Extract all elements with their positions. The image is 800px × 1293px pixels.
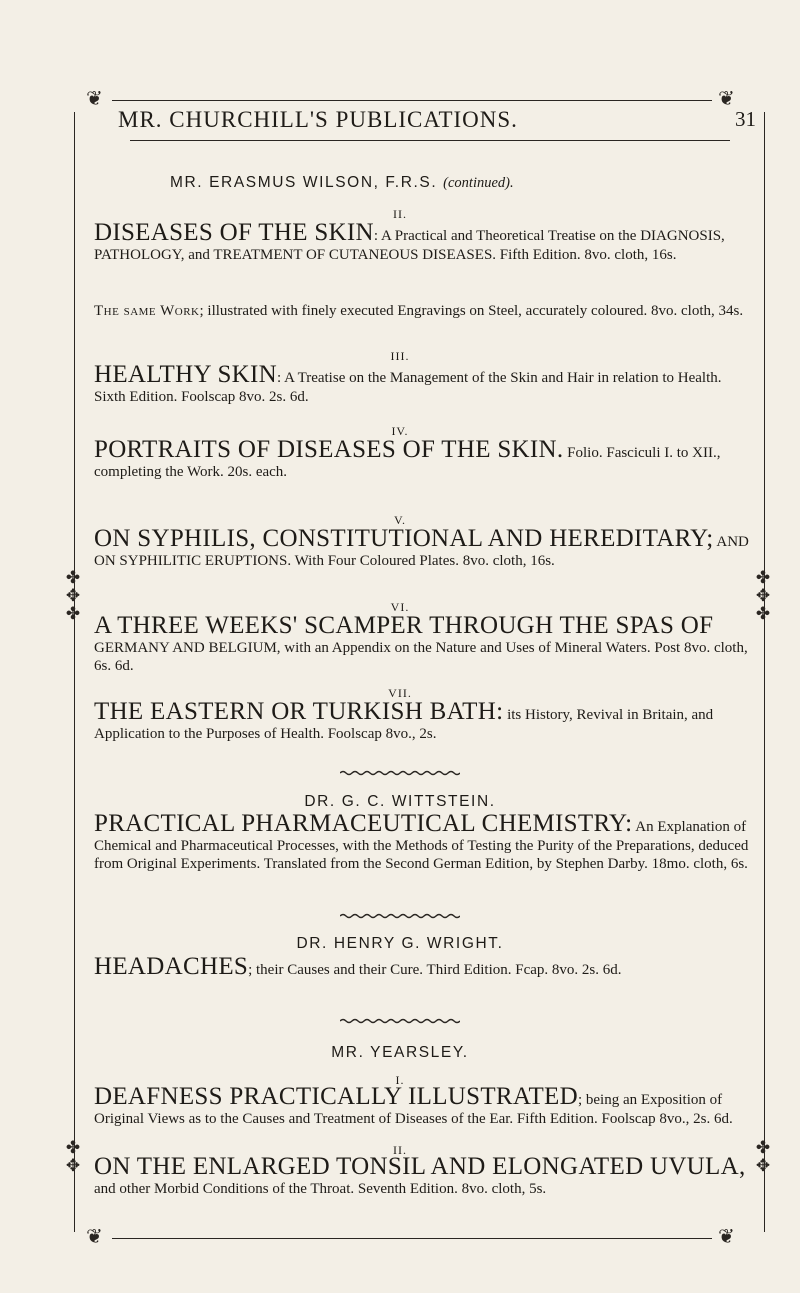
corner-ornament-top-right: ❦ xyxy=(718,86,735,110)
bottom-rule xyxy=(112,1238,712,1239)
header-rule xyxy=(130,140,730,141)
book-title: ON THE ENLARGED TONSIL AND ELONGATED UVULA, xyxy=(94,1153,746,1180)
book-entry xyxy=(94,361,754,406)
book-entry xyxy=(94,525,754,570)
book-description: GERMANY AND BELGIUM, with an Appendix on the Nature and Uses of Mineral Waters. Post 8vo. cloth, 6s. 6d. xyxy=(94,639,748,674)
book-description: and other Morbid Conditions of the Throat. Seventh Edition. 8vo. cloth, 5s. xyxy=(94,1180,547,1197)
author-heading: DR. G. C. WITTSTEIN. xyxy=(304,793,496,810)
entry-numeral: VI. xyxy=(390,600,410,614)
book-entry xyxy=(94,302,754,321)
book-title: PORTRAITS OF DISEASES OF THE SKIN. xyxy=(94,436,564,463)
left-side-ornament: ✤ ✥ ✤ xyxy=(65,568,81,624)
book-entry xyxy=(94,953,754,980)
entry-numeral: IV. xyxy=(391,424,409,438)
book-description: : A Practical and Theoretical Treatise on the DIAGNOSIS, PATHOLOGY, and TREATMENT OF CUTANEOUS DISEASES. Fifth Edition. 8vo. cloth, 16s. xyxy=(94,228,725,263)
book-title: HEALTHY SKIN xyxy=(94,361,277,388)
book-description: An Explanation of Chemical and Pharmaceutical Processes, with the Methods of Testing the Purity of the Preparations, deduced from Original Experiments. Translated from the Second German Edition, by Stephen Darby. 18mo. cloth, 6s. xyxy=(94,819,749,872)
author-heading: DR. HENRY G. WRIGHT. xyxy=(296,935,504,952)
book-title: PRACTICAL PHARMACEUTICAL CHEMISTRY: xyxy=(94,810,633,837)
book-entry xyxy=(94,1153,754,1198)
section-divider xyxy=(340,913,460,919)
section-divider xyxy=(340,770,460,776)
entry-numeral: II. xyxy=(393,207,407,221)
author-note: (continued). xyxy=(443,175,514,191)
top-rule xyxy=(112,100,712,101)
book-description: AND ON SYPHILITIC ERUPTIONS. With Four Coloured Plates. 8vo. cloth, 16s. xyxy=(94,534,749,569)
left-border xyxy=(74,112,75,1232)
corner-ornament-bottom-left: ❦ xyxy=(86,1224,103,1248)
book-entry xyxy=(94,1083,754,1128)
book-entry xyxy=(94,698,754,743)
right-border xyxy=(764,112,765,1232)
entry-numeral: II. xyxy=(393,1143,407,1157)
author-heading: MR. YEARSLEY. xyxy=(331,1044,469,1061)
book-entry xyxy=(94,219,754,264)
right-side-ornament-lower: ✤ ✥ xyxy=(755,1138,771,1176)
book-description: : A Treatise on the Management of the Skin and Hair in relation to Health. Sixth Edition. Foolscap 8vo. 2s. 6d. xyxy=(94,370,722,405)
entry-numeral: VII. xyxy=(388,686,412,700)
book-title: HEADACHES xyxy=(94,953,249,980)
book-entry xyxy=(94,612,754,676)
book-description: ; illustrated with finely executed Engravings on Steel, accurately coloured. 8vo. cloth, 34s. xyxy=(199,303,744,319)
entry-numeral: V. xyxy=(393,513,407,527)
book-title: THE EASTERN OR TURKISH BATH: xyxy=(94,698,504,725)
book-title: A THREE WEEKS' SCAMPER THROUGH THE SPAS OF xyxy=(94,612,714,639)
left-side-ornament-lower: ✤ ✥ xyxy=(65,1138,81,1176)
running-header: MR. CHURCHILL'S PUBLICATIONS. xyxy=(118,107,518,132)
book-description: its History, Revival in Britain, and Application to the Purposes of Health. Foolscap 8vo., 2s. xyxy=(94,707,714,742)
book-title: DEAFNESS PRACTICALLY ILLUSTRATED xyxy=(94,1083,578,1110)
corner-ornament-bottom-right: ❦ xyxy=(718,1224,735,1248)
entry-numeral: III. xyxy=(390,349,410,363)
book-title: DISEASES OF THE SKIN xyxy=(94,219,374,246)
page-number: 31 xyxy=(735,107,756,131)
section-divider xyxy=(340,1018,460,1024)
book-description: ; being an Exposition of Original Views as to the Causes and Treatment of Diseases of the Ear. Fifth Edition. Foolscap 8vo., 2s. 6d. xyxy=(94,1092,733,1127)
entry-numeral: I. xyxy=(395,1073,405,1087)
book-entry xyxy=(94,436,754,481)
corner-ornament-top-left: ❦ xyxy=(86,86,103,110)
right-side-ornament: ✤ ✥ ✤ xyxy=(755,568,771,624)
book-title: ON SYPHILIS, CONSTITUTIONAL AND HEREDITARY; xyxy=(94,525,714,552)
book-entry xyxy=(94,810,754,874)
book-description: ; their Causes and their Cure. Third Edition. Fcap. 8vo. 2s. 6d. xyxy=(248,962,622,978)
book-description: Folio. Fasciculi I. to XII., completing the Work. 20s. each. xyxy=(94,445,721,480)
book-title: The same Work xyxy=(94,303,200,319)
author-heading: MR. ERASMUS WILSON, F.R.S. (continued). xyxy=(170,174,514,191)
